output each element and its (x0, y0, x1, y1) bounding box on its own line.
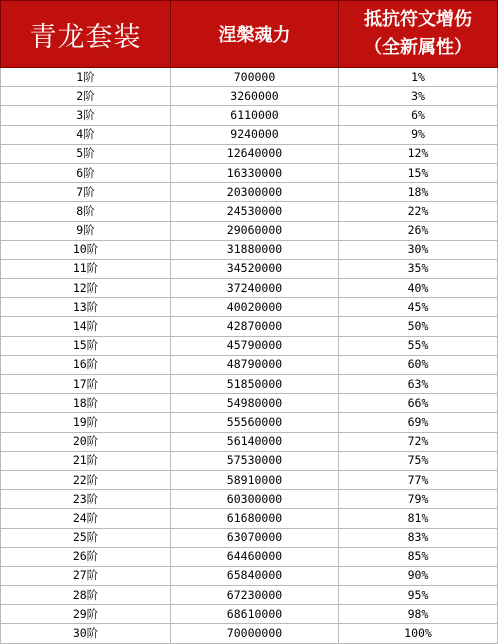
soul-power-cell[interactable]: 67230000 (171, 586, 339, 605)
tier-cell[interactable]: 26阶 (1, 547, 171, 566)
table-row (1, 68, 498, 87)
table-row (1, 221, 498, 240)
header-row (1, 1, 498, 68)
table-row (1, 87, 498, 106)
resist-bonus-cell[interactable]: 35% (339, 259, 498, 278)
soul-power-cell[interactable]: 60300000 (171, 490, 339, 509)
table-row (1, 355, 498, 374)
table-row (1, 451, 498, 470)
resist-bonus-cell[interactable]: 79% (339, 490, 498, 509)
soul-power-cell[interactable]: 12640000 (171, 144, 339, 163)
tier-cell[interactable]: 11阶 (1, 259, 171, 278)
header-resist-bonus[interactable] (339, 1, 498, 68)
resist-bonus-cell[interactable]: 98% (339, 605, 498, 624)
tier-cell[interactable]: 30阶 (1, 624, 171, 643)
resist-bonus-cell[interactable]: 40% (339, 279, 498, 298)
soul-power-cell[interactable]: 3260000 (171, 87, 339, 106)
table-row (1, 375, 498, 394)
soul-power-cell[interactable]: 57530000 (171, 451, 339, 470)
tier-cell[interactable]: 4阶 (1, 125, 171, 144)
resist-bonus-cell[interactable]: 66% (339, 394, 498, 413)
header-set-title[interactable]: 青龙套装 (1, 1, 171, 68)
tier-cell[interactable]: 24阶 (1, 509, 171, 528)
header-soul-power[interactable]: 涅槃魂力 (171, 1, 339, 68)
tier-cell[interactable]: 25阶 (1, 528, 171, 547)
resist-bonus-cell[interactable]: 26% (339, 221, 498, 240)
table-row (1, 490, 498, 509)
table-row (1, 336, 498, 355)
soul-power-cell[interactable]: 24530000 (171, 202, 339, 221)
resist-bonus-cell[interactable]: 18% (339, 183, 498, 202)
header-resist-line1: 抵抗符文增伤 (364, 9, 472, 30)
resist-bonus-cell[interactable]: 60% (339, 355, 498, 374)
soul-power-cell[interactable]: 45790000 (171, 336, 339, 355)
tier-cell[interactable]: 5阶 (1, 144, 171, 163)
table-row (1, 509, 498, 528)
resist-bonus-cell[interactable]: 72% (339, 432, 498, 451)
tier-cell[interactable]: 3阶 (1, 106, 171, 125)
tier-cell[interactable]: 18阶 (1, 394, 171, 413)
resist-bonus-cell[interactable]: 85% (339, 547, 498, 566)
tier-cell[interactable]: 27阶 (1, 566, 171, 585)
soul-power-cell[interactable]: 37240000 (171, 279, 339, 298)
tier-cell[interactable]: 21阶 (1, 451, 171, 470)
tier-cell[interactable]: 8阶 (1, 202, 171, 221)
soul-power-cell[interactable]: 40020000 (171, 298, 339, 317)
tier-cell[interactable]: 9阶 (1, 221, 171, 240)
table-row (1, 202, 498, 221)
table-row (1, 624, 498, 643)
soul-power-cell[interactable]: 48790000 (171, 355, 339, 374)
resist-bonus-cell[interactable]: 12% (339, 144, 498, 163)
table-row (1, 163, 498, 182)
soul-power-cell[interactable]: 31880000 (171, 240, 339, 259)
table-row (1, 432, 498, 451)
table-row (1, 566, 498, 585)
table-row (1, 183, 498, 202)
resist-bonus-cell[interactable]: 22% (339, 202, 498, 221)
soul-power-cell[interactable]: 9240000 (171, 125, 339, 144)
table-row (1, 106, 498, 125)
resist-bonus-cell[interactable]: 69% (339, 413, 498, 432)
resist-bonus-cell[interactable]: 100% (339, 624, 498, 643)
tier-cell[interactable]: 19阶 (1, 413, 171, 432)
tier-cell[interactable]: 1阶 (1, 68, 171, 87)
resist-bonus-cell[interactable]: 9% (339, 125, 498, 144)
table-row (1, 470, 498, 489)
tier-cell[interactable]: 28阶 (1, 586, 171, 605)
table-row (1, 586, 498, 605)
soul-power-cell[interactable]: 64460000 (171, 547, 339, 566)
soul-power-cell[interactable]: 65840000 (171, 566, 339, 585)
resist-bonus-cell[interactable]: 63% (339, 375, 498, 394)
resist-bonus-cell[interactable]: 55% (339, 336, 498, 355)
tier-cell[interactable]: 6阶 (1, 163, 171, 182)
tier-cell[interactable]: 29阶 (1, 605, 171, 624)
soul-power-cell[interactable]: 51850000 (171, 375, 339, 394)
tier-cell[interactable]: 23阶 (1, 490, 171, 509)
resist-bonus-cell[interactable]: 75% (339, 451, 498, 470)
soul-power-cell[interactable]: 6110000 (171, 106, 339, 125)
soul-power-cell[interactable]: 16330000 (171, 163, 339, 182)
soul-power-cell[interactable]: 68610000 (171, 605, 339, 624)
table-row (1, 605, 498, 624)
resist-bonus-cell[interactable]: 6% (339, 106, 498, 125)
table-row (1, 125, 498, 144)
tier-cell[interactable]: 2阶 (1, 87, 171, 106)
soul-power-cell[interactable]: 42870000 (171, 317, 339, 336)
tier-cell[interactable]: 16阶 (1, 355, 171, 374)
tier-cell[interactable]: 22阶 (1, 470, 171, 489)
soul-power-cell[interactable]: 70000000 (171, 624, 339, 643)
soul-power-cell[interactable]: 20300000 (171, 183, 339, 202)
tier-cell[interactable]: 12阶 (1, 279, 171, 298)
table-row (1, 413, 498, 432)
soul-power-cell[interactable]: 61680000 (171, 509, 339, 528)
resist-bonus-cell[interactable]: 15% (339, 163, 498, 182)
soul-power-cell[interactable]: 63070000 (171, 528, 339, 547)
soul-power-cell[interactable]: 700000 (171, 68, 339, 87)
soul-power-cell[interactable]: 55560000 (171, 413, 339, 432)
resist-bonus-cell[interactable]: 77% (339, 470, 498, 489)
tier-cell[interactable]: 15阶 (1, 336, 171, 355)
table-row (1, 279, 498, 298)
resist-bonus-cell[interactable]: 45% (339, 298, 498, 317)
tier-cell[interactable]: 17阶 (1, 375, 171, 394)
tier-cell[interactable]: 14阶 (1, 317, 171, 336)
table-row (1, 259, 498, 278)
table-row (1, 298, 498, 317)
resist-bonus-cell[interactable]: 95% (339, 586, 498, 605)
table-body (1, 68, 498, 644)
table-row (1, 240, 498, 259)
tier-cell[interactable]: 20阶 (1, 432, 171, 451)
soul-power-cell[interactable]: 54980000 (171, 394, 339, 413)
resist-bonus-cell[interactable]: 50% (339, 317, 498, 336)
tier-cell[interactable]: 10阶 (1, 240, 171, 259)
header-resist-line2: （全新属性） (364, 37, 472, 58)
resist-bonus-cell[interactable]: 3% (339, 87, 498, 106)
resist-bonus-cell[interactable]: 30% (339, 240, 498, 259)
tier-cell[interactable]: 13阶 (1, 298, 171, 317)
resist-bonus-cell[interactable]: 83% (339, 528, 498, 547)
tier-cell[interactable]: 7阶 (1, 183, 171, 202)
resist-bonus-cell[interactable]: 90% (339, 566, 498, 585)
table-row (1, 144, 498, 163)
table-row (1, 394, 498, 413)
soul-power-cell[interactable]: 34520000 (171, 259, 339, 278)
soul-power-cell[interactable]: 56140000 (171, 432, 339, 451)
table-row (1, 547, 498, 566)
soul-power-cell[interactable]: 29060000 (171, 221, 339, 240)
table-row (1, 528, 498, 547)
soul-power-cell[interactable]: 58910000 (171, 470, 339, 489)
table-row (1, 317, 498, 336)
resist-bonus-cell[interactable]: 81% (339, 509, 498, 528)
resist-bonus-cell[interactable]: 1% (339, 68, 498, 87)
